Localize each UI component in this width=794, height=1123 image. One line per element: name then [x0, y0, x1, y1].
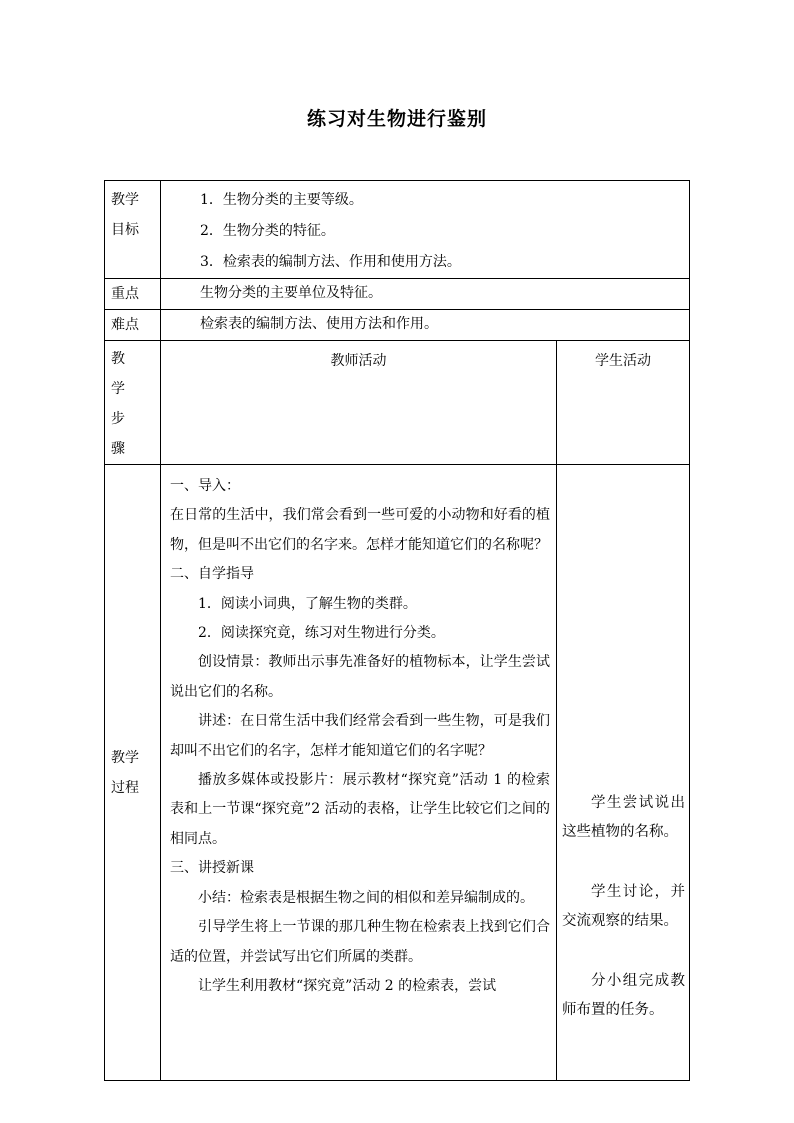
student-activity-header: 学生活动 [557, 341, 690, 465]
process-label-line2: 过程 [111, 779, 139, 796]
teacher-paragraph: 二、自学指导 [170, 566, 254, 583]
teacher-paragraph: 让学生利用教材“探究竟”活动 2 的检索表，尝试 [198, 977, 497, 994]
difficulty-row [105, 310, 690, 341]
teacher-paragraph: 创设情景：教师出示事先准备好的植物标本，让学生尝试说出它们的名称。 [170, 654, 550, 700]
steps-header-line1: 教 学 [111, 351, 133, 397]
key-point-row [105, 279, 690, 310]
header-row [105, 341, 690, 465]
process-label-line1: 教学 [111, 749, 139, 766]
student-paragraph: 学生讨论，并交流观察的结果。 [562, 883, 685, 930]
objective-item: 2．生物分类的特征。 [200, 223, 335, 239]
difficulty-label: 难点 [105, 310, 161, 341]
teacher-paragraph: 播放多媒体或投影片：展示教材“探究竟”活动 1 的检索表和上一节课“探究竟”2 活动的表格，让学生比较它们之间的相同点。 [170, 772, 550, 847]
key-point-label: 重点 [105, 279, 161, 310]
objective-item: 3．检索表的编制方法、作用和使用方法。 [200, 254, 461, 270]
teacher-paragraph: 小结：检索表是根据生物之间的相似和差异编制成的。 [198, 889, 534, 906]
objectives-content [161, 181, 690, 279]
teacher-paragraph: 一、导入： [170, 478, 240, 494]
page-title: 练习对生物进行鉴别 [306, 108, 487, 130]
objectives-label [105, 181, 161, 279]
student-paragraph: 分小组完成教师布置的任务。 [562, 972, 685, 1019]
teacher-activity-header: 教师活动 [161, 341, 557, 465]
process-label [105, 465, 161, 1081]
objectives-label-line2: 目标 [111, 222, 139, 238]
steps-header-line2: 步 骤 [111, 411, 133, 457]
process-row [105, 465, 690, 1081]
teacher-paragraph: 1．阅读小词典，了解生物的类群。 [198, 595, 417, 612]
difficulty-text: 检索表的编制方法、使用方法和作用。 [161, 310, 690, 341]
objectives-label-line1: 教学 [111, 192, 139, 208]
steps-header [105, 341, 161, 465]
student-paragraph: 学生尝试说出这些植物的名称。 [562, 795, 685, 841]
objective-item: 1．生物分类的主要等级。 [200, 192, 363, 208]
teacher-activity-content [161, 465, 557, 1081]
teacher-paragraph: 引导学生将上一节课的那几种生物在检索表上找到它们合适的位置，并尝试写出它们所属的类群。 [170, 919, 550, 965]
teacher-paragraph: 在日常的生活中，我们常会看到一些可爱的小动物和好看的植物，但是叫不出它们的名字来。怎样才能知道它们的名称呢？ [170, 507, 550, 553]
key-point-text: 生物分类的主要单位及特征。 [161, 279, 690, 310]
student-activity-content [557, 465, 690, 1081]
teacher-paragraph: 2．阅读探究竟，练习对生物进行分类。 [198, 625, 445, 642]
teacher-paragraph: 讲述：在日常生活中我们经常会看到一些生物，可是我们却叫不出它们的名字，怎样才能知道它们的名字呢？ [170, 713, 550, 759]
objectives-row [105, 181, 690, 279]
lesson-plan-table [104, 180, 690, 1081]
teacher-paragraph: 三、讲授新课 [170, 860, 254, 877]
